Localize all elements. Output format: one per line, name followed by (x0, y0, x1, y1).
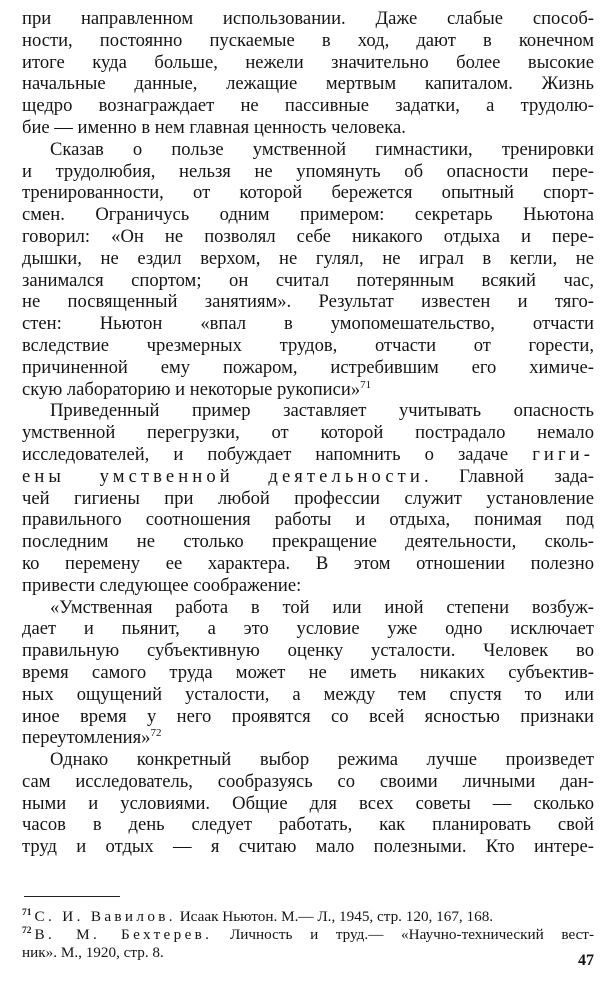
footnote-ref[interactable]: 72 (150, 727, 162, 740)
text-line (22, 466, 594, 488)
text-line: часов в день следует работать, как планировать свой (22, 814, 594, 836)
text-line: при направленном использовании. Даже слабые способ- (22, 8, 594, 29)
text-line: труд и отдых — я считаю мало полезными. Кто интере- (22, 836, 594, 858)
text-line: не посвященный занятиям». Результат известен и тяго- (22, 291, 594, 313)
text-line (22, 444, 594, 466)
text-line (22, 379, 594, 401)
text-line: привести следующее соображение: (22, 574, 302, 596)
text-line: правильного соотношения работы и отдыха, понимая под (22, 509, 594, 531)
text-line: щедро вознаграждает не пассивные задатки, а трудолю- (22, 95, 594, 117)
main-text (22, 8, 594, 858)
text-line: занимался спортом; он считал потерянным всякий час, (22, 269, 594, 291)
footnote-mark: 71 (22, 908, 32, 918)
footnote-text: Исаак Ньютон. М.— Л., 1945, стр. 120, 167, 168. (179, 908, 494, 925)
text-line: Приведенный пример заставляет учитывать опасность (50, 400, 594, 422)
footnote-72 (22, 926, 594, 944)
footnote-72-continued: ник». М., 1920, стр. 8. (22, 944, 164, 961)
text-line: тренированности, от которой бережется опытный спорт- (22, 182, 594, 204)
text-line: бие — именно в нем главная ценность человека. (22, 116, 406, 138)
text-line: последним не столько прекращение деятельности, сколь- (22, 531, 594, 553)
text-line: правильную субъективную оценку усталости. Человек во (22, 640, 594, 662)
text-line: причиненной ему пожаром, истребившим его химиче- (22, 356, 594, 378)
text-line: ности, постоянно пускаемые в ход, дают в конечном (22, 29, 594, 51)
text-line: умственной перегрузки, от которой пострадало немало (22, 422, 594, 444)
text-line: ных ощущений усталости, а между тем спустя то или (22, 683, 594, 705)
text-line: дает и пьянит, а это условие уже одно исключает (22, 618, 594, 640)
footnotes (22, 908, 594, 962)
text-line: говорил: «Он не позволял себе никакого отдыха и пере- (22, 225, 594, 247)
text-line: время самого труда может не иметь никаких субъектив- (22, 661, 594, 683)
text-line: иное время у него проявятся со всей ясностью признаки (22, 705, 594, 727)
text-line: Однако конкретный выбор режима лучше произведет (50, 749, 594, 771)
text-segment: исследователей, и побуждает напомнить о задаче (22, 443, 509, 465)
text-line: начальные данные, лежащие мертвым капиталом. Жизнь (22, 73, 594, 95)
text-line-content: переутомления» (22, 727, 151, 749)
footnote-71 (22, 908, 594, 926)
text-line: сам исследователь, сообразуясь со своими личными дан- (22, 770, 594, 792)
text-line: ко перемену ее характера. В этом отношении полезно (22, 552, 594, 574)
text-line: «Умственная работа в той или иной степени возбуж- (50, 596, 594, 618)
footnote-mark: 72 (22, 926, 32, 936)
text-line: Сказав о пользе умственной гимнастики, тренировки (50, 138, 594, 160)
text-segment: . Главной зада- (423, 465, 594, 487)
text-line-content: скую лабораторию и некоторые рукописи» (22, 378, 361, 400)
text-line: итоге куда больше, нежели значительно более высокие (22, 51, 594, 73)
footnote-text: Личность и труд.— «Научно-технический вест- (229, 926, 594, 943)
text-line: вследствие чрезмерных трудов, отчасти от горести, (22, 334, 594, 356)
footnote-author: В. М. Бехтерев. (34, 926, 213, 943)
footnote-divider (24, 896, 120, 897)
text-line: и трудолюбия, нельзя не упомянуть об опасности пере- (22, 160, 594, 182)
footnote-author: С. И. Вавилов. (34, 908, 176, 925)
text-line: чей гигиены при любой профессии служит установление (22, 487, 594, 509)
text-line: дышки, не ездил верхом, не гулял, не играл в кегли, не (22, 247, 594, 269)
spaced-emphasis: гиги- (532, 443, 594, 465)
spaced-emphasis: ены умственной деятельности (22, 465, 424, 487)
text-line: стен: Ньютон «впал в умопомешательство, отчасти (22, 313, 594, 335)
page-number: 47 (578, 952, 594, 969)
footnote-ref[interactable]: 71 (360, 378, 372, 391)
text-line: смен. Ограничусь одним примером: секретарь Ньютона (22, 204, 594, 226)
text-line (22, 727, 594, 749)
text-line: ными и условиями. Общие для всех советы — сколько (22, 792, 594, 814)
